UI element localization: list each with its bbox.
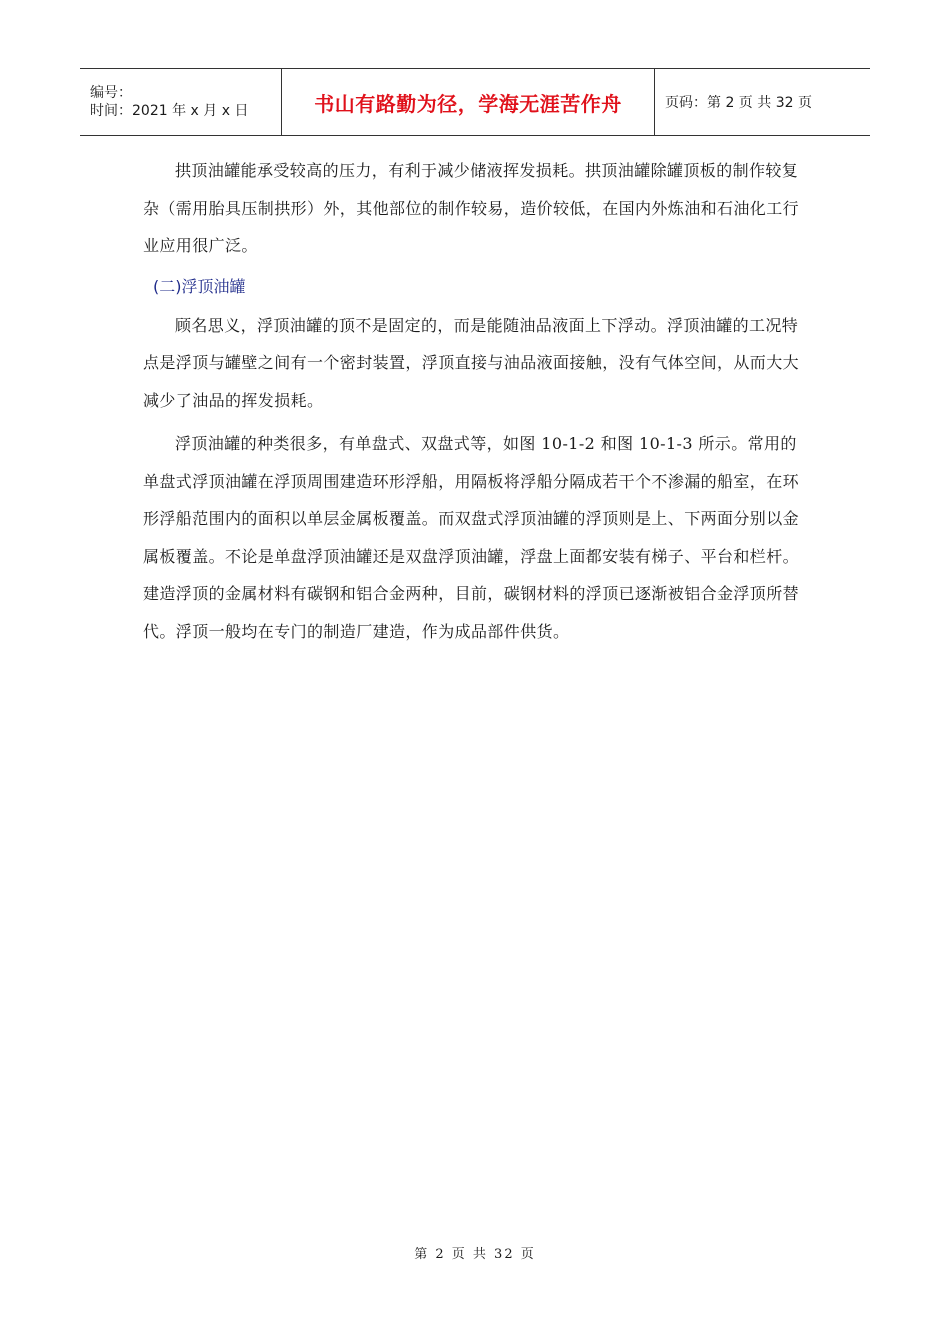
paragraph-floating-roof-definition: 顾名思义，浮顶油罐的顶不是固定的，而是能随油品液面上下浮动。浮顶油罐的工况特点是浮顶与罐壁之间有一个密封装置，浮顶直接与油品液面接触，没有气体空间，从而大大减少了油品的挥发损耗。 — [143, 315, 800, 410]
document-number-label: 编号： — [90, 85, 132, 101]
header-motto-cell — [281, 69, 655, 135]
page-header — [80, 68, 870, 136]
motto-text: 书山有路勤为径，学海无涯苦作舟 — [314, 91, 622, 116]
paragraph-floating-roof-types: 浮顶油罐的种类很多，有单盘式、双盘式等，如图 10-1-2 和图 10-1-3 所示。常用的单盘式浮顶油罐在浮顶周围建造环形浮船，用隔板将浮船分隔成若干个不渗漏的船室，在环形浮船范围内的面积以单层金属板覆盖。而双盘式浮顶油罐的浮顶则是上、下两面分别以金属板覆盖。不论是单盘浮顶油罐还是双盘浮顶油罐，浮盘上面都安装有梯子、平台和栏杆。建造浮顶的金属材料有碳钢和铝合金两种，目前，碳钢材料的浮顶已逐渐被铝合金浮顶所替代。浮顶一般均在专门的制造厂建造，作为成品部件供货。 — [143, 434, 800, 641]
header-page-info: 页码：第 2 页 共 32 页 — [665, 95, 812, 111]
page-footer — [0, 1243, 950, 1262]
header-page-info-cell — [655, 69, 870, 135]
footer-page-number: 第 2 页 共 32 页 — [414, 1247, 536, 1262]
document-date: 时间：2021 年 x 月 x 日 — [90, 103, 249, 119]
header-meta — [80, 69, 281, 135]
section-heading-floating-roof-tank: (二)浮顶油罐 — [153, 276, 246, 296]
document-body — [143, 152, 813, 656]
paragraph-arch-roof-tank: 拱顶油罐能承受较高的压力，有利于减少储液挥发损耗。拱顶油罐除罐顶板的制作较复杂（需用胎具压制拱形）外，其他部位的制作较易，造价较低，在国内外炼油和石油化工行业应用很广泛。 — [143, 161, 800, 255]
